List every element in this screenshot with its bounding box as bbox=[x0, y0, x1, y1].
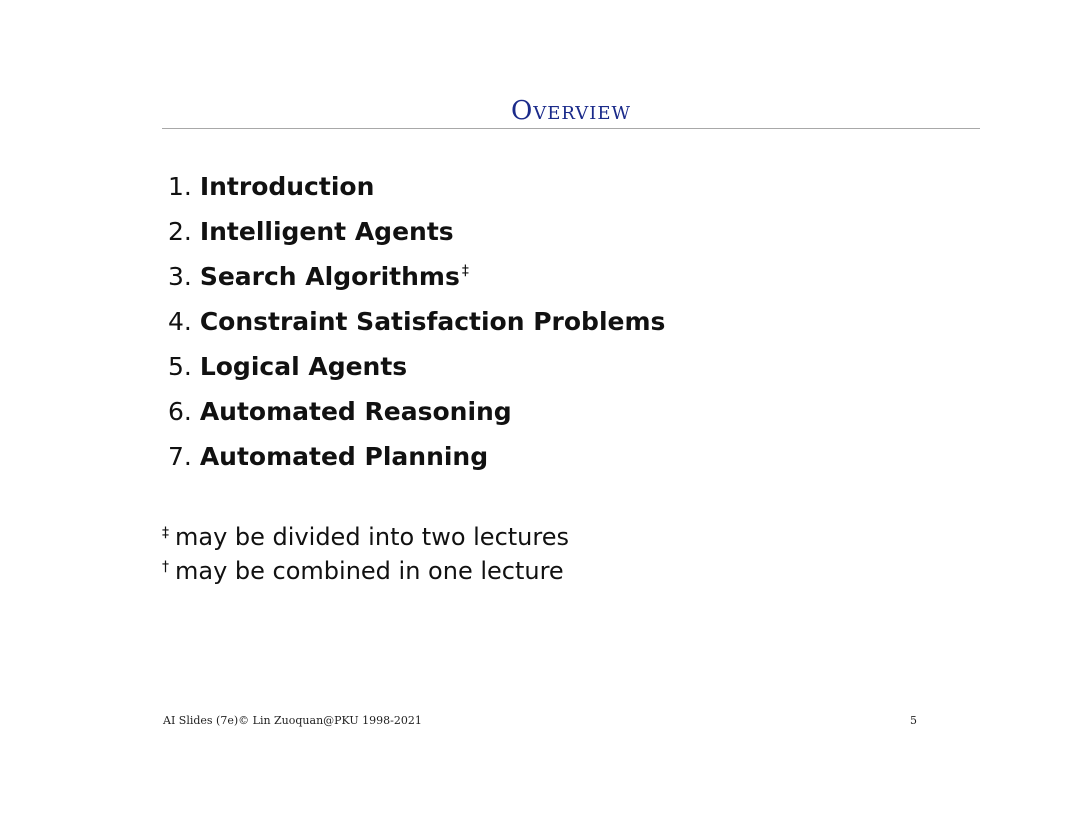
list-item bbox=[168, 258, 665, 303]
item-number: 7. bbox=[168, 442, 192, 471]
overview-list bbox=[168, 168, 665, 483]
footnote-divided bbox=[162, 520, 569, 554]
item-number: 6. bbox=[168, 397, 192, 426]
list-item bbox=[168, 168, 665, 213]
footnote-combined bbox=[162, 554, 569, 588]
list-item bbox=[168, 438, 665, 483]
footnote-text: may be combined in one lecture bbox=[175, 557, 564, 585]
double-dagger-mark: ‡ bbox=[162, 525, 169, 541]
item-number: 5. bbox=[168, 352, 192, 381]
page-number: 5 bbox=[910, 714, 917, 727]
list-item bbox=[168, 303, 665, 348]
list-item bbox=[168, 213, 665, 258]
item-number: 3. bbox=[168, 262, 192, 291]
item-label: Automated Reasoning bbox=[199, 397, 512, 426]
item-label: Introduction bbox=[199, 172, 375, 201]
footnote-text: may be divided into two lectures bbox=[175, 523, 569, 551]
item-number: 2. bbox=[168, 217, 192, 246]
double-dagger-mark: ‡ bbox=[461, 263, 469, 279]
list-item bbox=[168, 348, 665, 393]
footer-copyright: AI Slides (7e)© Lin Zuoquan@PKU 1998-2021 bbox=[163, 714, 422, 727]
slide-title: Overview bbox=[510, 96, 632, 126]
list-item bbox=[168, 393, 665, 438]
item-number: 4. bbox=[168, 307, 192, 336]
item-label: Logical Agents bbox=[199, 352, 408, 381]
title-divider bbox=[162, 128, 980, 129]
footnotes bbox=[162, 520, 569, 588]
item-label: Search Algorithms bbox=[199, 262, 460, 291]
item-label: Automated Planning bbox=[199, 442, 489, 471]
dagger-mark: † bbox=[162, 559, 169, 575]
item-label: Intelligent Agents bbox=[199, 217, 454, 246]
item-number: 1. bbox=[168, 172, 192, 201]
item-label: Constraint Satisfaction Problems bbox=[199, 307, 666, 336]
